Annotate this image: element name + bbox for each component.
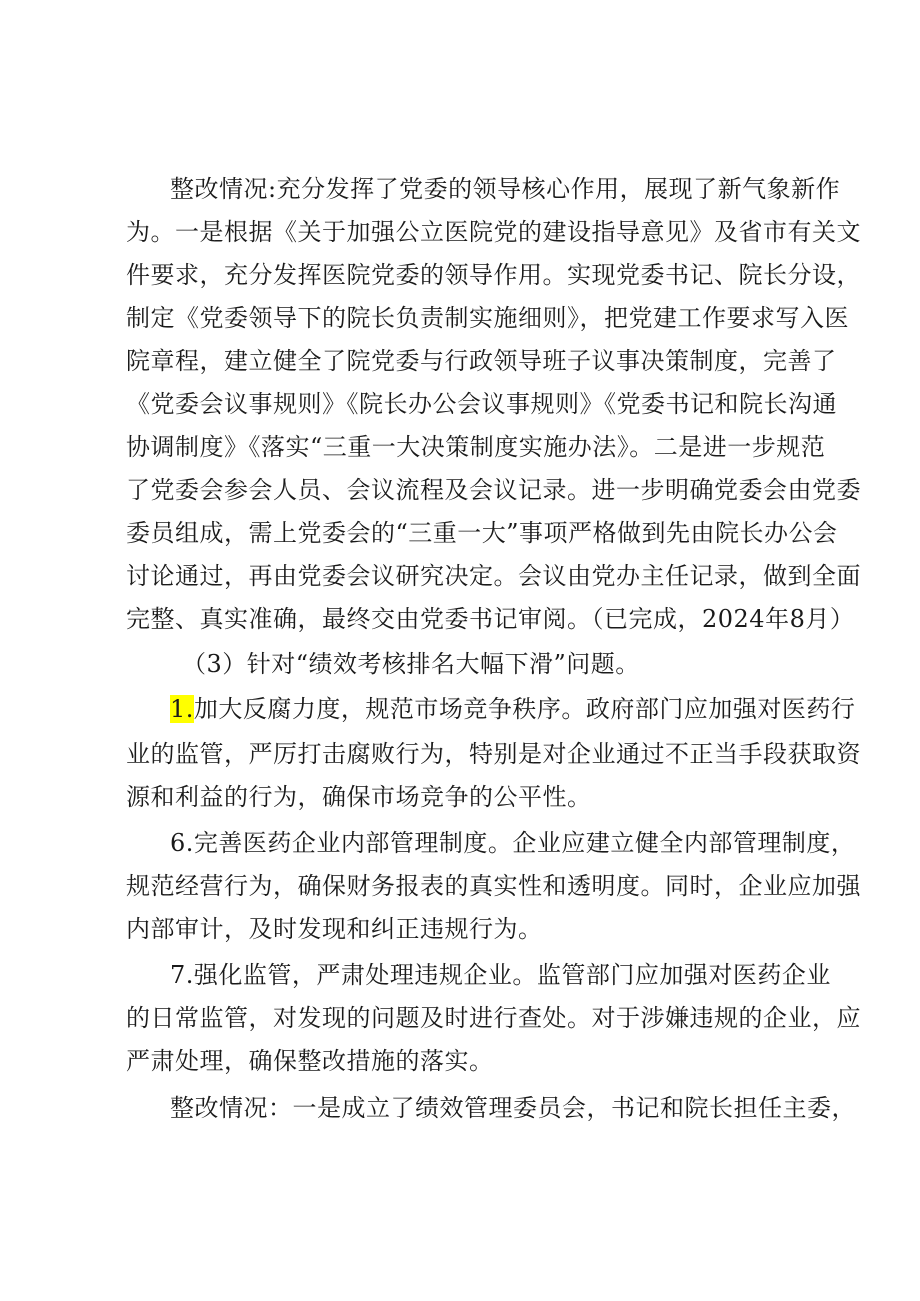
text-line: 为。一是根据《关于加强公立医院党的建设指导意见》及省市有关文 — [126, 218, 861, 246]
text-line: 制定《党委领导下的院长负责制实施细则》，把党建工作要求写入医 — [126, 304, 849, 332]
text-line: 规范经营行为，确保财务报表的真实性和透明度。同时，企业应加强 — [126, 872, 861, 900]
text-line: 件要求，充分发挥医院党委的领导作用。实现党委书记、院长分设， — [126, 261, 861, 289]
text-line: 内部审计，及时发现和纠正违规行为。 — [126, 915, 543, 943]
section-heading: （3）针对“绩效考核排名大幅下滑”问题。 — [182, 650, 640, 678]
text-line: 加大反腐力度，规范市场竞争秩序。政府部门应加强对医药行 — [193, 695, 856, 723]
text-line: 完整、真实准确，最终交由党委书记审阅。（已完成，2024年8月） — [126, 605, 855, 633]
text-line: 委员组成，需上党委会的“三重一大”事项严格做到先由院长办公会 — [126, 519, 838, 547]
text-line: 讨论通过，再由党委会议研究决定。会议由党办主任记录，做到全面 — [126, 562, 861, 590]
text-line: 源和利益的行为，确保市场竞争的公平性。 — [126, 783, 592, 811]
highlighted-number: 1. — [170, 695, 194, 723]
list-item-7: 7.强化监管，严肃处理违规企业。监管部门应加强对医药企业 — [170, 961, 831, 989]
text-line: 协调制度》《落实“三重一大决策制度实施办法》。二是进一步规范 — [126, 433, 826, 461]
text-line: 严肃处理，确保整改措施的落实。 — [126, 1047, 494, 1075]
list-item-1 — [170, 692, 855, 726]
list-item-6: 6.完善医药企业内部管理制度。企业应建立健全内部管理制度， — [170, 829, 856, 857]
text-line: 业的监管，严厉打击腐败行为，特别是对企业通过不正当手段获取资 — [126, 740, 861, 768]
text-line: 的日常监管，对发现的问题及时进行查处。对于涉嫌违规的企业，应 — [126, 1004, 861, 1032]
text-line: 院章程，建立健全了院党委与行政领导班子议事决策制度，完善了 — [126, 347, 837, 375]
text-line: 《党委会议事规则》《院长办公会议事规则》《党委书记和院长沟通 — [126, 390, 837, 418]
text-line: 整改情况：一是成立了绩效管理委员会，书记和院长担任主委， — [170, 1094, 856, 1122]
text-line: 了党委会参会人员、会议流程及会议记录。进一步明确党委会由党委 — [126, 476, 861, 504]
text-line: 整改情况:充分发挥了党委的领导核心作用，展现了新气象新作 — [170, 175, 841, 203]
